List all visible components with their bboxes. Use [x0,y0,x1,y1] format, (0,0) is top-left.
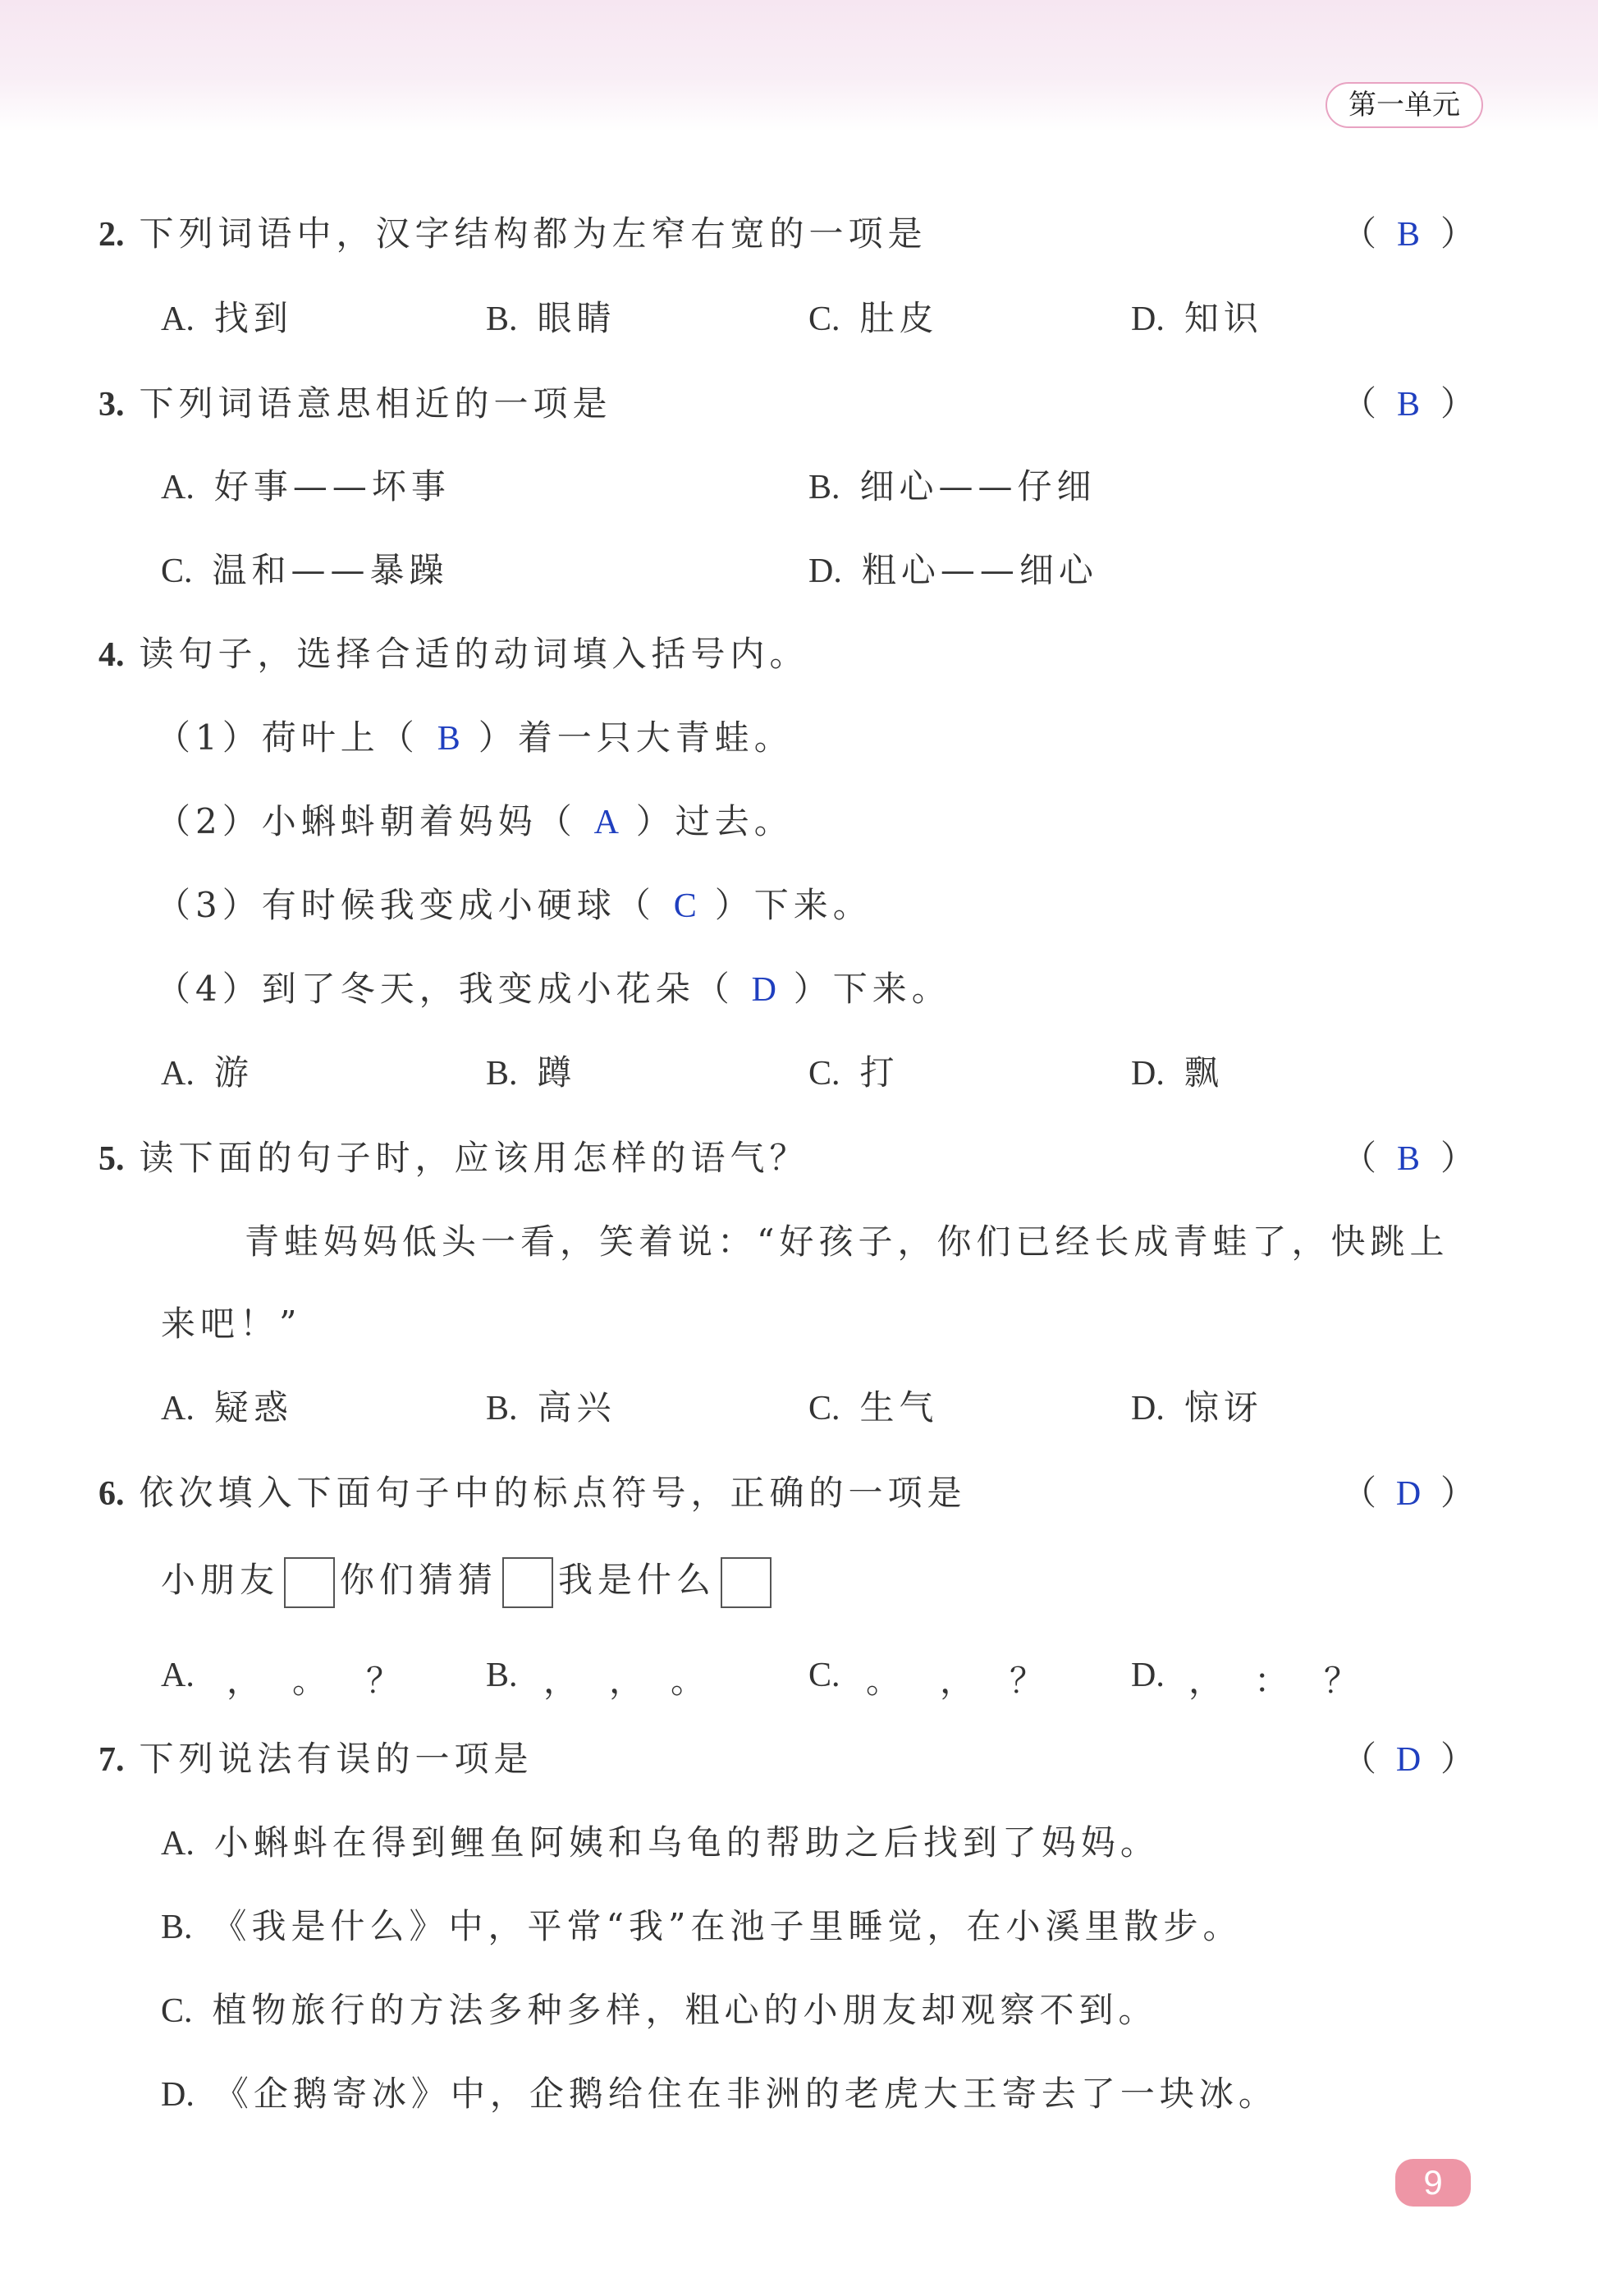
answer-letter: D [1395,1741,1422,1779]
answer-letter: B [1396,216,1420,254]
option-d: D. 粗心——细心 [808,550,1098,590]
page-number: 9 [1395,2159,1471,2207]
option-b: B. 细心——仔细 [808,466,1097,506]
option-d: D. 飘 [1131,1052,1224,1093]
question-number: 2. [98,216,125,254]
question-text: 读句子，选择合适的动词填入括号内。 [139,634,809,674]
unit-badge: 第一单元 [1326,82,1483,128]
option-d: D. ， ： ？ [1131,1657,1359,1701]
question-text: 下列说法有误的一项是 [139,1739,533,1779]
question-3 [98,377,612,426]
question-text: 下列词语意思相近的一项是 [139,383,612,424]
answer-2: （ B ） [1341,213,1475,254]
option-a: A. 疑惑 [161,1387,293,1428]
passage-line-2: 来吧！” [161,1304,302,1344]
answer-letter: D [1395,1475,1422,1513]
question-text: 下列词语中，汉字结构都为左窄右宽的一项是 [139,213,927,254]
answer-letter: A [593,804,619,841]
answer-3: （ B ） [1341,383,1475,424]
question-number: 3. [98,386,125,424]
answer-letter: C [673,887,697,925]
passage-line-1: 青蛙妈妈低头一看，笑着说：“好孩子，你们已经长成青蛙了，快跳上 [245,1221,1449,1262]
option-b: B. 高兴 [486,1387,616,1428]
question-2 [98,207,927,256]
option-a: A. 游 [161,1052,254,1093]
fill-item-3: （3）有时候我变成小硬球（ C ）下来。 [156,885,872,925]
option-a: A. 小蝌蚪在得到鲤鱼阿姨和乌龟的帮助之后找到了妈妈。 [161,1822,1160,1863]
blank-box [284,1557,335,1608]
option-c: C. 打 [808,1052,900,1093]
question-number: 7. [98,1741,125,1779]
option-a: A. 好事——坏事 [161,466,451,506]
question-text: 读下面的句子时，应该用怎样的语气？ [139,1138,809,1178]
blank-box [721,1557,772,1608]
option-c: C. 。 ， ？ [808,1657,1045,1701]
answer-letter: B [1396,1140,1420,1178]
answer-6: （ D ） [1341,1473,1475,1513]
question-number: 5. [98,1140,125,1178]
option-a: A. ， 。 ？ [161,1657,401,1701]
answer-letter: D [751,971,776,1009]
question-7 [98,1732,533,1781]
option-c: C. 生气 [808,1387,939,1428]
punctuation-sentence: 小朋友 你们猜猜 我是什么 [161,1553,776,1608]
blank-box [502,1557,553,1608]
fill-item-4: （4）到了冬天，我变成小花朵（ D ）下来。 [156,969,951,1009]
option-d: D. 惊讶 [1131,1387,1263,1428]
answer-5: （ B ） [1341,1138,1475,1178]
question-number: 4. [98,636,125,674]
question-4 [98,627,809,676]
answer-letter: B [437,720,460,758]
fill-item-1: （1）荷叶上（ B ）着一只大青蛙。 [156,717,794,758]
answer-letter: B [1396,386,1420,424]
fill-item-2: （2）小蝌蚪朝着妈妈（ A ）过去。 [156,801,794,841]
question-5 [98,1131,809,1180]
answer-7: （ D ） [1341,1739,1475,1779]
option-b: B. 蹲 [486,1052,577,1093]
option-c: C. 肚皮 [808,298,939,338]
option-d: D. 《企鹅寄冰》中，企鹅给住在非洲的老虎大王寄去了一块冰。 [161,2074,1278,2114]
question-6 [98,1466,967,1515]
option-c: C. 温和——暴躁 [161,550,449,590]
option-a: A. 找到 [161,298,293,338]
option-d: D. 知识 [1131,298,1263,338]
question-number: 6. [98,1475,125,1513]
option-c: C. 植物旅行的方法多种多样，粗心的小朋友却观察不到。 [161,1990,1158,2030]
option-b: B. ， ， 。 [486,1657,706,1701]
option-b: B. 《我是什么》中，平常“我”在池子里睡觉，在小溪里散步。 [161,1906,1243,1946]
option-b: B. 眼睛 [486,298,616,338]
question-text: 依次填入下面句子中的标点符号，正确的一项是 [139,1473,967,1513]
